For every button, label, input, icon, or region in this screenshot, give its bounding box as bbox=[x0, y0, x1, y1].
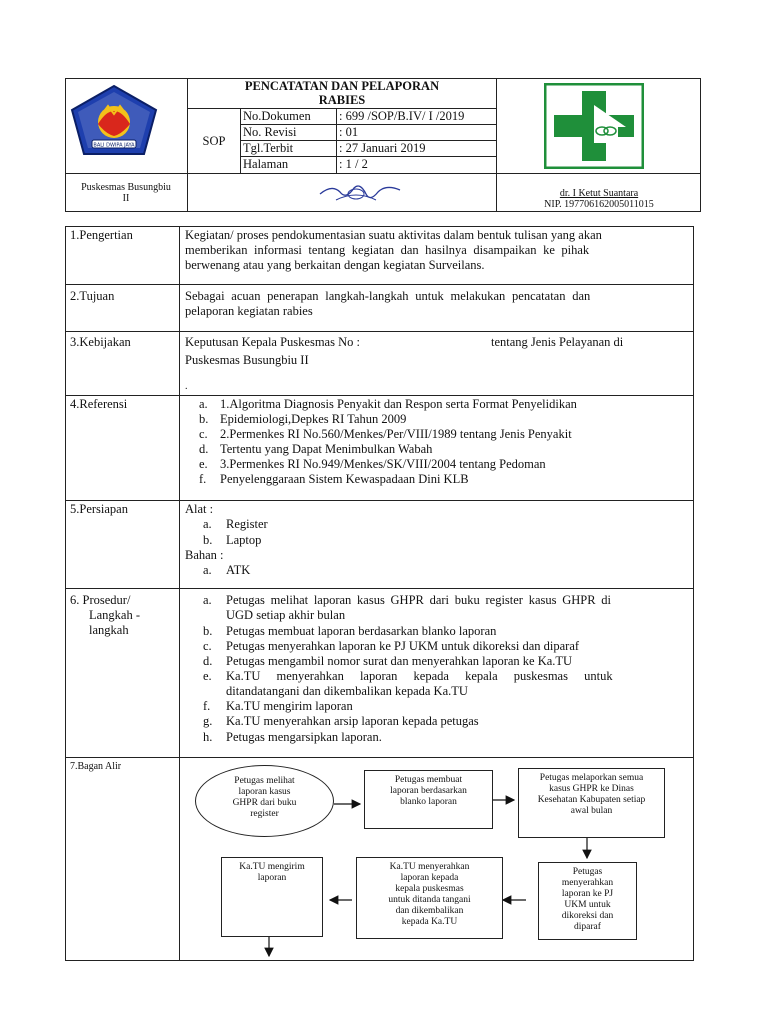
referensi-item-c: 2.Permenkes RI No.560/Menkes/Per/VIII/1989 tentang Jenis Penyakit bbox=[220, 427, 572, 441]
prosedur-item-c: Petugas menyerahkan laporan ke PJ UKM untuk dikoreksi dan diparaf bbox=[226, 639, 580, 653]
prosedur-marker-d: d. bbox=[203, 654, 213, 668]
pengertian-line-2: memberikan informasi tentang kegiatan dan hasilnya disampaikan ke pihak bbox=[185, 243, 590, 257]
label-bagan-alir: 7.Bagan Alir bbox=[70, 761, 122, 772]
referensi-item-b: Epidemiologi,Depkes RI Tahun 2009 bbox=[220, 412, 407, 426]
prosedur-marker-e: e. bbox=[203, 669, 212, 683]
prosedur-item-b: Petugas membuat laporan berdasarkan blanko laporan bbox=[226, 624, 497, 638]
org-name: Puskesmas Busungbiu II bbox=[81, 182, 171, 204]
persiapan-bahan-marker-a: a. bbox=[203, 563, 212, 577]
label-persiapan: 5.Persiapan bbox=[70, 502, 128, 516]
referensi-marker-d: d. bbox=[199, 442, 209, 456]
row-label-tgl-terbit: Tgl.Terbit bbox=[243, 141, 294, 155]
tujuan-line-2: pelaporan kegiatan rabies bbox=[185, 304, 313, 318]
prosedur-item-a-line1: Petugas melihat laporan kasus GHPR dari buku register kasus GHPR di bbox=[226, 593, 611, 607]
flow-node-3: Petugas melaporkan semua kasus GHPR ke Dinas Kesehatan Kabupaten setiap awal bulan bbox=[518, 768, 665, 838]
kebijakan-line-2: Puskesmas Busungbiu II bbox=[185, 353, 309, 367]
row-label-no-dokumen: No.Dokumen bbox=[243, 109, 311, 123]
pengertian-line-3: berwenang atau yang berkaitan dengan kegiatan Surveilans. bbox=[185, 258, 485, 272]
label-pengertian: 1.Pengertian bbox=[70, 228, 133, 242]
persiapan-alat-item-a: Register bbox=[226, 517, 268, 531]
prosedur-marker-a: a. bbox=[203, 593, 212, 607]
doc-title: PENCATATAN DAN PELAPORAN RABIES bbox=[244, 79, 440, 107]
flow-node-4: Petugas menyerahkan laporan ke PJ UKM untuk dikoreksi dan diparaf bbox=[538, 862, 637, 940]
prosedur-item-f: Ka.TU mengirim laporan bbox=[226, 699, 353, 713]
flow-node-6: Ka.TU mengirim laporan bbox=[221, 857, 323, 937]
referensi-item-f: Penyelenggaraan Sistem Kewaspadaan Dini KLB bbox=[220, 472, 469, 486]
referensi-item-e: 3.Permenkes RI No.949/Menkes/SK/VIII/2004 tentang Pedoman bbox=[220, 457, 546, 471]
referensi-marker-c: c. bbox=[199, 427, 208, 441]
row-value-halaman: : 1 / 2 bbox=[339, 157, 368, 171]
prosedur-item-a-line2: UGD setiap akhir bulan bbox=[226, 608, 346, 622]
persiapan-alat: Alat : bbox=[185, 502, 214, 516]
sop-label: SOP bbox=[202, 134, 226, 148]
prosedur-marker-h: h. bbox=[203, 730, 213, 744]
prosedur-item-h: Petugas mengarsipkan laporan. bbox=[226, 730, 382, 744]
flow-node-5: Ka.TU menyerahkan laporan kepada kepala puskesmas untuk ditanda tangani dan dikembalikan kepada Ka.TU bbox=[356, 857, 503, 939]
flow-node-1: Petugas melihat laporan kasus GHPR dari buku register bbox=[195, 765, 334, 837]
persiapan-bahan: Bahan : bbox=[185, 548, 224, 562]
referensi-item-a: 1.Algoritma Diagnosis Penyakit dan Respon serta Format Penyelidikan bbox=[220, 397, 577, 411]
prosedur-marker-f: f. bbox=[203, 699, 211, 713]
referensi-marker-a: a. bbox=[199, 397, 208, 411]
row-value-no-dokumen: : 699 /SOP/B.IV/ I /2019 bbox=[339, 109, 465, 123]
kebijakan-line-1a: Keputusan Kepala Puskesmas No : bbox=[185, 335, 360, 349]
referensi-marker-e: e. bbox=[199, 457, 208, 471]
tujuan-line-1: Sebagai acuan penerapan langkah-langkah untuk melakukan pencatatan dan bbox=[185, 289, 591, 303]
row-value-no-revisi: : 01 bbox=[339, 125, 359, 139]
label-tujuan: 2.Tujuan bbox=[70, 289, 115, 303]
signer-nip: NIP. 197706162005011015 bbox=[544, 199, 654, 210]
persiapan-alat-marker-b: b. bbox=[203, 533, 213, 547]
persiapan-alat-marker-a: a. bbox=[203, 517, 212, 531]
prosedur-item-d: Petugas mengambil nomor surat dan menyerahkan laporan ke Ka.TU bbox=[226, 654, 573, 668]
label-kebijakan: 3.Kebijakan bbox=[70, 335, 131, 349]
row-label-no-revisi: No. Revisi bbox=[243, 125, 297, 139]
persiapan-bahan-item-a: ATK bbox=[226, 563, 251, 577]
prosedur-item-g: Ka.TU menyerahkan arsip laporan kepada petugas bbox=[226, 714, 479, 728]
row-label-halaman: Halaman bbox=[243, 157, 289, 171]
referensi-marker-f: f. bbox=[199, 472, 207, 486]
label-prosedur: 6. Prosedur/ Langkah - langkah bbox=[70, 593, 141, 637]
prosedur-marker-g: g. bbox=[203, 714, 213, 728]
signer-name: dr. I Ketut Suantara bbox=[559, 188, 639, 199]
referensi-item-d: Tertentu yang Dapat Menimbulkan Wabah bbox=[220, 442, 433, 456]
referensi-marker-b: b. bbox=[199, 412, 209, 426]
prosedur-marker-b: b. bbox=[203, 624, 213, 638]
persiapan-alat-item-b: Laptop bbox=[226, 533, 262, 547]
kebijakan-line-1b: tentang Jenis Pelayanan di bbox=[491, 335, 624, 349]
kebijakan-dot: . bbox=[185, 381, 188, 392]
row-value-tgl-terbit: : 27 Januari 2019 bbox=[339, 141, 426, 155]
flow-node-2: Petugas membuat laporan berdasarkan blanko laporan bbox=[364, 770, 493, 829]
prosedur-item-e-line1: Ka.TU menyerahkan laporan kepada kepala puskesmas untuk bbox=[226, 669, 613, 683]
label-referensi: 4.Referensi bbox=[70, 397, 128, 411]
emblem-ribbon-text: BALI DWIPA JAYA bbox=[93, 142, 135, 149]
pengertian-line-1: Kegiatan/ proses pendokumentasian suatu aktivitas dalam bentuk tulisan yang akan bbox=[185, 228, 602, 242]
prosedur-marker-c: c. bbox=[203, 639, 212, 653]
prosedur-item-e-line2: ditandatangani dan dikembalikan kepada Ka.TU bbox=[226, 684, 468, 698]
